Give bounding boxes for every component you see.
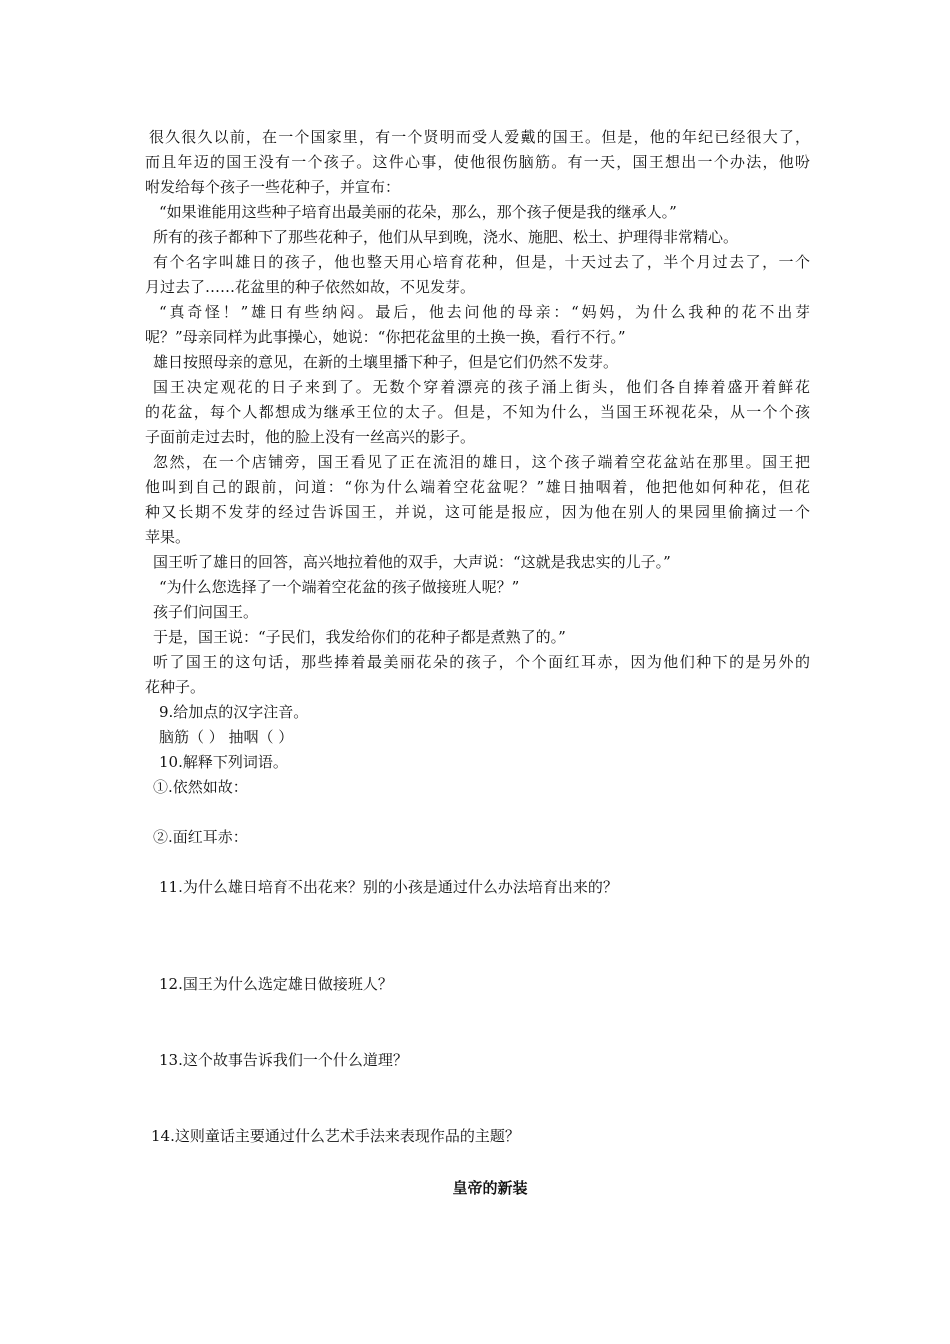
story-line: 很久很久以前，在一个国家里，有一个贤明而受人爱戴的国王。但是，他的年纪已经很大了， [149,128,810,146]
question-10: 10.解释下列词语。 [159,753,288,771]
story-line: 雄日按照母亲的意见，在新的土壤里播下种子，但是它们仍然不发芽。 [153,353,619,371]
story-line: 子面前走过去时，他的脸上没有一丝高兴的影子。 [145,428,476,446]
question-9-items: 脑筋（ ） 抽咽（ ） [159,728,294,746]
question-10-b: ②.面红耳赤： [153,828,248,846]
story-line: 孩子们问国王。 [153,603,259,621]
story-line: “为什么您选择了一个端着空花盆的孩子做接班人呢？” [159,578,520,596]
story-line: 的花盆，每个人都想成为继承王位的太子。但是，不知为什么，当国王环视花朵，从一个个孩 [145,403,810,421]
next-story-title: 皇帝的新装 [452,1179,528,1197]
question-9: 9.给加点的汉字注音。 [159,703,309,721]
story-line: 国王听了雄日的回答，高兴地拉着他的双手，大声说：“这就是我忠实的儿子。” [153,553,671,571]
story-line: 听了国王的这句话，那些捧着最美丽花朵的孩子，个个面红耳赤，因为他们种下的是另外的 [153,653,810,671]
story-line: 咐发给每个孩子一些花种子，并宣布： [145,178,401,196]
question-12: 12.国王为什么选定雄日做接班人？ [159,975,393,993]
story-line: 而且年迈的国王没有一个孩子。这件心事，使他很伤脑筋。有一天，国王想出一个办法，他吩 [145,153,810,171]
question-13: 13.这个故事告诉我们一个什么道理？ [159,1051,408,1069]
story-line: 国王决定观花的日子来到了。无数个穿着漂亮的孩子涌上街头，他们各自捧着盛开着鲜花 [153,378,810,396]
story-line: 呢？”母亲同样为此事操心，她说：“你把花盆里的土换一换，看行不行。” [145,328,626,346]
story-line: 他叫到自己的跟前，问道：“你为什么端着空花盆呢？”雄日抽咽着，他把他如何种花，但花 [145,478,810,496]
question-10-a: ①.依然如故： [153,778,248,796]
story-line: 有个名字叫雄日的孩子，他也整天用心培育花种，但是，十天过去了，半个月过去了，一个 [153,253,810,271]
story-line: 种又长期不发芽的经过告诉国王，并说，这可能是报应，因为他在别人的果园里偷摘过一个 [145,503,810,521]
story-line: 忽然，在一个店铺旁，国王看见了正在流泪的雄日，这个孩子端着空花盆站在那里。国王把 [153,453,810,471]
question-14: 14.这则童话主要通过什么艺术手法来表现作品的主题？ [151,1127,520,1145]
story-line: 所有的孩子都种下了那些花种子，他们从早到晚，浇水、施肥、松土、护理得非常精心。 [153,228,739,246]
question-11: 11.为什么雄日培育不出花来？别的小孩是通过什么办法培育出来的？ [159,878,618,896]
story-line: 花种子。 [145,678,206,696]
story-line: 月过去了……花盆里的种子依然如故，不见发芽。 [145,278,476,296]
story-line: 苹果。 [145,528,191,546]
story-line: 于是，国王说：“子民们，我发给你们的花种子都是煮熟了的。” [153,628,566,646]
story-line: “如果谁能用这些种子培育出最美丽的花朵，那么，那个孩子便是我的继承人。” [159,203,677,221]
story-line: “真奇怪！”雄日有些纳闷。最后，他去问他的母亲：“妈妈，为什么我种的花不出芽 [159,303,810,321]
